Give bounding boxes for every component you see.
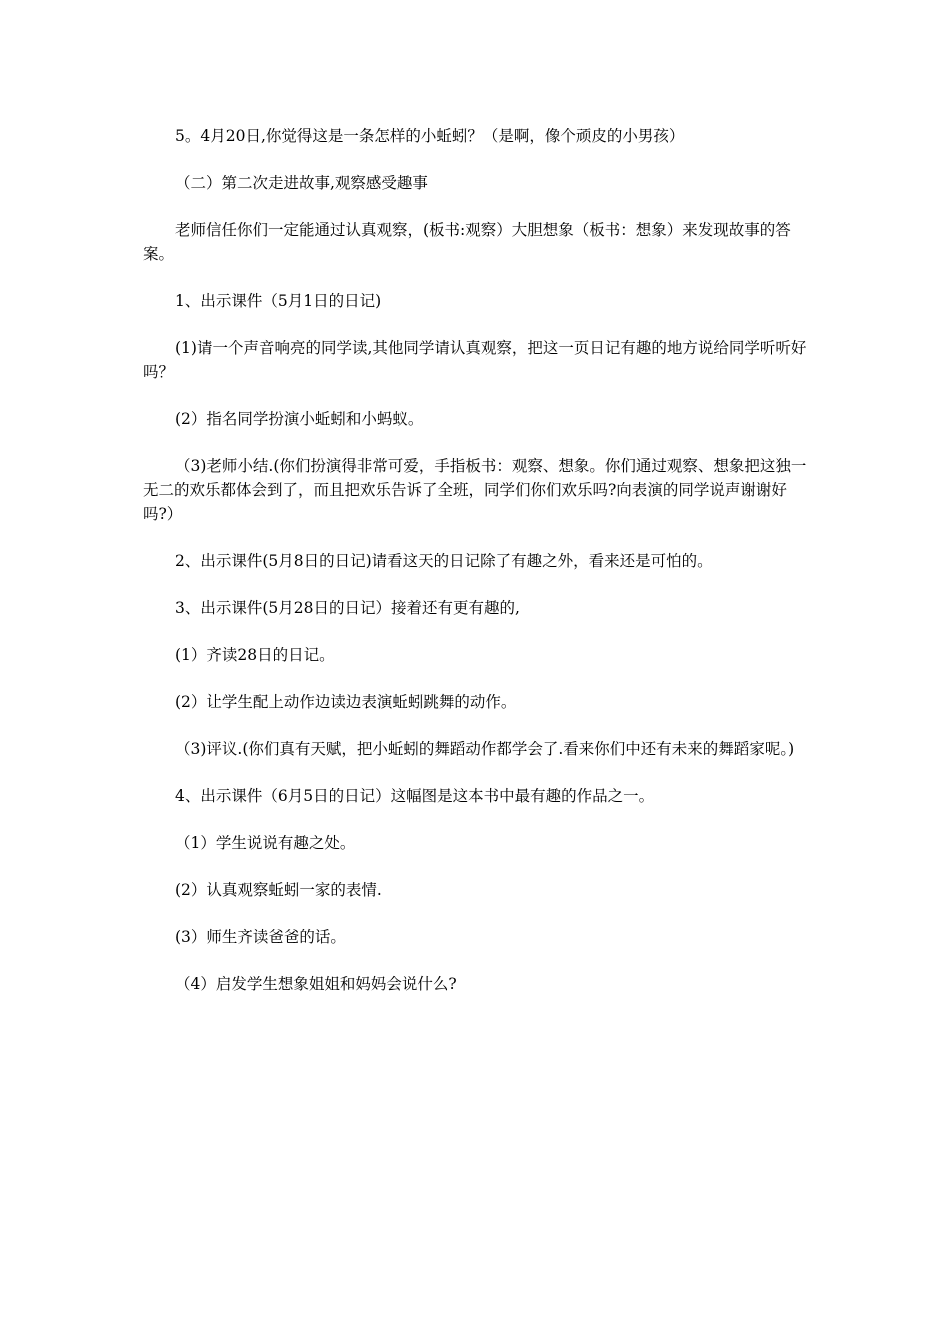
- step-4-sub-1: （1）学生说说有趣之处。: [175, 834, 356, 852]
- step-4-june-5-diary: 4、出示课件（6月5日的日记）这幅图是这本书中最有趣的作品之一。: [175, 787, 655, 805]
- step-3-may-28-diary: 3、出示课件(5月28日的日记）接着还有更有趣的,: [175, 599, 520, 617]
- section-heading-second-reading: （二）第二次走进故事,观察感受趣事: [175, 174, 428, 192]
- step-3-sub-3: （3)评议.(你们真有天赋，把小蚯蚓的舞蹈动作都学会了.看来你们中还有未来的舞蹈家呢。): [175, 740, 795, 758]
- step-4-sub-4: （4）启发学生想象姐姐和妈妈会说什么?: [175, 975, 457, 993]
- step-4-sub-3: (3）师生齐读爸爸的话。: [175, 928, 346, 946]
- document-body: [143, 124, 808, 1019]
- step-3-sub-2: (2）让学生配上动作边读边表演蚯蚓跳舞的动作。: [175, 693, 517, 711]
- step-2-may-8-diary: 2、出示课件(5月8日的日记)请看这天的日记除了有趣之外，看来还是可怕的。: [175, 552, 713, 570]
- paragraph-question-april-20: 5。4月20日,你觉得这是一条怎样的小蚯蚓？（是啊，像个顽皮的小男孩）: [175, 127, 685, 145]
- step-3-sub-1: (1）齐读28日的日记。: [175, 646, 335, 664]
- step-1-sub-3: （3)老师小结.(你们扮演得非常可爱，手指板书：观察、想象。你们通过观察、想象把这独一无二的欢乐都体会到了，而且把欢乐告诉了全班，同学们你们欢乐吗?向表演的同学说声谢谢好吗?）: [143, 457, 807, 523]
- paragraph-teacher-intro: 老师信任你们一定能通过认真观察，(板书:观察）大胆想象（板书：想象）来发现故事的答案。: [143, 221, 791, 263]
- step-1-may-1-diary: 1、出示课件（5月1日的日记): [175, 292, 382, 310]
- step-4-sub-2: (2）认真观察蚯蚓一家的表情.: [175, 881, 382, 899]
- step-1-sub-1: (1)请一个声音响亮的同学读,其他同学请认真观察，把这一页日记有趣的地方说给同学听听好吗？: [143, 339, 807, 381]
- step-1-sub-2: (2）指名同学扮演小蚯蚓和小蚂蚁。: [175, 410, 424, 428]
